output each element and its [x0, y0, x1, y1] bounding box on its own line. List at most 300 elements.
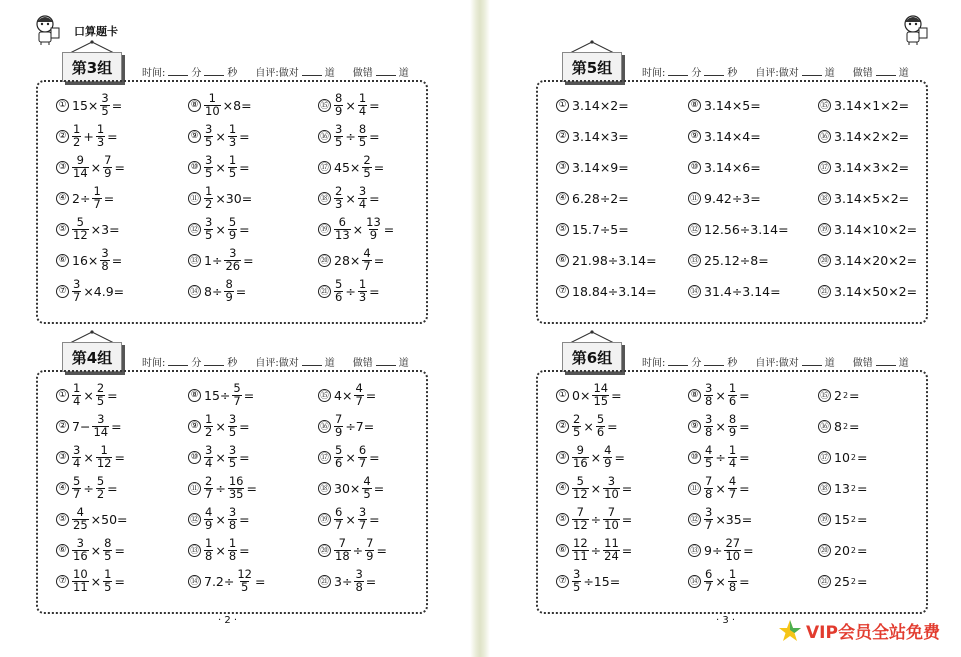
fraction: [103, 569, 112, 593]
problem-number-icon: ⑱: [318, 482, 331, 495]
score-line: [642, 354, 909, 369]
problem-number-icon: ⑲: [818, 223, 831, 236]
fraction-numerator: 3: [607, 474, 616, 488]
expression-text: =: [369, 449, 380, 465]
fraction-numerator: 2: [205, 474, 213, 488]
fraction-denominator: 5: [573, 579, 581, 594]
problem-item: [318, 568, 377, 594]
expression-text: ×8=: [222, 97, 252, 113]
fraction: [72, 569, 89, 593]
expression-text: ÷: [215, 480, 226, 496]
expression-text: =: [376, 542, 387, 558]
expression-text: ×: [590, 449, 602, 465]
fraction-numerator: 3: [97, 412, 105, 426]
score-label-sec: 秒: [727, 68, 738, 79]
fraction: [603, 445, 612, 469]
problem-item: [188, 92, 253, 118]
expression-text: +: [83, 128, 94, 144]
problem-number-icon: ④: [56, 192, 69, 205]
fraction: [72, 279, 81, 303]
problem-item: [688, 475, 751, 501]
fraction-numerator: 1: [73, 122, 81, 136]
fraction: [72, 155, 89, 179]
expression-text: 15×: [72, 97, 99, 113]
fraction-denominator: 7: [363, 258, 371, 273]
problem-number-icon: ②: [556, 420, 569, 433]
fraction-denominator: 26: [225, 258, 241, 273]
vip-text: VIP会员全站免费: [806, 623, 940, 643]
problem-number-icon: ⑨: [688, 420, 701, 433]
problem-item: [556, 92, 630, 118]
expression-text: =: [369, 511, 380, 527]
fraction: [704, 476, 713, 500]
expression-text: =: [857, 480, 868, 496]
expression-text: =: [739, 418, 750, 434]
fraction-denominator: 3: [96, 134, 105, 149]
expression-text: 3.14×10×2=: [834, 221, 918, 237]
problem-item: [818, 568, 868, 594]
expression-text: ×: [345, 97, 356, 113]
expression-text: 16×: [72, 252, 99, 268]
problem-item: [556, 413, 619, 439]
fraction-denominator: 9: [369, 227, 378, 242]
fraction-numerator: 3: [73, 443, 81, 457]
expression-text: =: [255, 573, 266, 589]
fraction-denominator: 8: [705, 486, 713, 501]
fraction-numerator: 6: [705, 567, 713, 581]
group-6: [536, 330, 936, 620]
problem-item: [188, 247, 255, 273]
fraction-numerator: 3: [228, 412, 237, 426]
fraction: [204, 217, 213, 241]
fraction-numerator: 3: [205, 215, 213, 229]
problem-item: [318, 506, 381, 532]
score-label-sec: 秒: [227, 68, 238, 79]
problem-number-icon: ⑦: [56, 575, 69, 588]
fraction-denominator: 16: [573, 455, 588, 470]
problem-number-icon: ⑧: [688, 99, 701, 112]
fraction: [92, 414, 109, 438]
answer-blank[interactable]: [876, 357, 896, 366]
expression-text: =: [383, 221, 395, 237]
fraction-denominator: 7: [705, 517, 713, 532]
answer-blank[interactable]: [802, 357, 822, 366]
fraction-denominator: 15: [593, 393, 609, 408]
expression-text: ×: [715, 480, 726, 496]
expression-text: ×: [215, 542, 226, 558]
fraction: [224, 248, 241, 272]
fraction-denominator: 10: [604, 517, 619, 532]
problem-number-icon: ⑱: [818, 192, 831, 205]
problem-item: [318, 444, 381, 470]
answer-blank[interactable]: [668, 357, 688, 366]
problem-number-icon: ⑥: [56, 254, 69, 267]
problem-box: [36, 80, 428, 324]
problem-item: [688, 444, 751, 470]
problem-item: [56, 475, 119, 501]
fraction-denominator: 4: [205, 455, 213, 470]
problem-item: [56, 123, 119, 149]
fraction-denominator: 7: [358, 455, 367, 470]
problem-item: [188, 123, 251, 149]
expression-text: ×: [215, 128, 226, 144]
problem-number-icon: ⑳: [818, 254, 831, 267]
fraction-denominator: 10: [604, 486, 619, 501]
fraction-numerator: 3: [229, 246, 237, 260]
expression-text: 3.14×2=: [572, 97, 629, 113]
vip-badge[interactable]: [778, 618, 940, 643]
score-label-dao: 道: [898, 358, 909, 369]
problem-number-icon: ⑱: [818, 482, 831, 495]
fraction-denominator: 4: [358, 196, 367, 211]
fraction-denominator: 5: [335, 134, 343, 149]
expression-text: 3.14×50×2=: [834, 283, 918, 299]
expression-text: ÷: [345, 128, 356, 144]
expression-text: 1÷: [204, 252, 223, 268]
page-number-left: · 2 ·: [218, 615, 238, 626]
problem-item: [318, 537, 388, 563]
expression-text: =: [107, 387, 118, 403]
fraction: [204, 93, 221, 117]
problem-number-icon: ⑲: [318, 513, 331, 526]
fraction-denominator: 11: [73, 579, 88, 594]
fraction: [728, 383, 737, 407]
fraction-denominator: 9: [604, 455, 612, 470]
fraction-denominator: 11: [573, 548, 588, 563]
problem-number-icon: ⑪: [688, 482, 701, 495]
problem-number-icon: ③: [56, 451, 69, 464]
answer-blank[interactable]: [204, 67, 224, 76]
problem-number-icon: ⑳: [818, 544, 831, 557]
fraction-numerator: 1: [73, 381, 81, 395]
problem-number-icon: ⑧: [188, 99, 201, 112]
problem-item: [818, 278, 918, 304]
problem-item: [188, 382, 255, 408]
expression-text: ×: [83, 387, 94, 403]
fraction: [704, 414, 713, 438]
answer-blank[interactable]: [168, 357, 188, 366]
fraction: [334, 217, 351, 241]
fraction-numerator: 4: [363, 474, 371, 488]
fraction-denominator: 18: [335, 548, 350, 563]
fraction-denominator: 5: [363, 486, 371, 501]
problem-box: [536, 370, 928, 614]
answer-blank[interactable]: [704, 357, 724, 366]
problem-item: [818, 123, 910, 149]
expression-text: ×: [90, 542, 102, 558]
expression-text: 15÷: [204, 387, 231, 403]
fraction: [100, 248, 109, 272]
fraction: [204, 414, 213, 438]
fraction-denominator: 2: [205, 196, 213, 211]
fraction-numerator: 8: [104, 536, 112, 550]
fraction: [228, 124, 237, 148]
problem-number-icon: ⑬: [688, 544, 701, 557]
problem-number-icon: ①: [56, 389, 69, 402]
fraction-denominator: 7: [355, 393, 363, 408]
fraction-numerator: 7: [576, 505, 584, 519]
fraction-denominator: 8: [205, 548, 213, 563]
fraction: [232, 383, 241, 407]
fraction-denominator: 5: [573, 424, 581, 439]
problem-item: [56, 537, 126, 563]
expression-text: =: [111, 252, 123, 268]
fraction: [228, 507, 237, 531]
expression-text: ÷15=: [583, 573, 621, 589]
fraction: [92, 186, 101, 210]
fraction-numerator: 6: [358, 443, 367, 457]
answer-blank[interactable]: [876, 67, 896, 76]
fraction-numerator: 6: [338, 215, 346, 229]
fraction-denominator: 14: [93, 424, 109, 439]
expression-text: 3.14×20×2=: [834, 252, 918, 268]
expression-text: =: [743, 542, 754, 558]
expression-text: ×50=: [90, 511, 128, 527]
answer-blank[interactable]: [802, 67, 822, 76]
expression-text: ×35=: [715, 511, 753, 527]
fraction-numerator: 4: [76, 505, 84, 519]
problem-item: [556, 123, 630, 149]
answer-blank[interactable]: [204, 357, 224, 366]
answer-blank[interactable]: [302, 67, 322, 76]
expression-text: 4×: [334, 387, 353, 403]
problem-item: [818, 247, 918, 273]
fraction-numerator: 2: [363, 153, 371, 167]
problem-number-icon: ⑥: [556, 544, 569, 557]
answer-blank[interactable]: [376, 67, 396, 76]
fraction-denominator: 8: [228, 548, 237, 563]
expression-text: =: [739, 387, 750, 403]
problem-box: [36, 370, 428, 614]
fraction: [96, 383, 105, 407]
fraction: [704, 445, 713, 469]
exponent: 2: [850, 514, 856, 524]
problem-number-icon: ③: [556, 161, 569, 174]
fraction-numerator: 14: [593, 381, 609, 395]
fraction-numerator: 2: [96, 381, 105, 395]
fraction: [72, 445, 81, 469]
fraction-numerator: 3: [73, 277, 81, 291]
problem-item: [56, 92, 123, 118]
problem-item: [188, 216, 251, 242]
fraction-denominator: 8: [705, 393, 713, 408]
fraction-numerator: 5: [73, 474, 81, 488]
problem-item: [56, 382, 119, 408]
exponent: 2: [850, 576, 856, 586]
book-gutter: [470, 0, 490, 657]
expression-text: =: [111, 418, 122, 434]
fraction-numerator: 3: [705, 381, 713, 395]
fraction-denominator: 5: [705, 455, 713, 470]
problem-item: [318, 247, 385, 273]
answer-blank[interactable]: [668, 67, 688, 76]
fraction-numerator: 1: [228, 153, 237, 167]
fraction: [228, 414, 237, 438]
expression-text: 28×: [334, 252, 361, 268]
fraction-denominator: 35: [228, 486, 244, 501]
score-line: [142, 64, 409, 79]
doc-title: 口算题卡: [74, 25, 118, 38]
fraction-numerator: 7: [104, 153, 112, 167]
expression-text: =: [849, 418, 860, 434]
fraction-numerator: 3: [101, 91, 109, 105]
problem-item: [688, 216, 790, 242]
problem-item: [818, 154, 910, 180]
fraction-numerator: 1: [205, 412, 213, 426]
fraction: [728, 445, 737, 469]
score-label-wrong: 做错: [852, 358, 873, 369]
problem-number-icon: ⑩: [688, 161, 701, 174]
expression-text: =: [107, 128, 118, 144]
problem-item: [556, 216, 630, 242]
score-label-dao: 道: [398, 68, 409, 79]
expression-text: 0×: [572, 387, 591, 403]
fraction-numerator: 2: [573, 412, 581, 426]
fraction-numerator: 3: [573, 567, 581, 581]
expression-text: =: [373, 252, 385, 268]
problem-item: [688, 278, 782, 304]
problem-number-icon: ④: [556, 192, 569, 205]
fraction-numerator: 10: [73, 567, 88, 581]
problem-number-icon: ⑰: [818, 451, 831, 464]
expression-text: =: [239, 542, 250, 558]
fraction-denominator: 3: [358, 289, 367, 304]
fraction-denominator: 5: [363, 165, 371, 180]
fraction-denominator: 5: [358, 134, 367, 149]
fraction: [334, 186, 343, 210]
problem-item: [688, 413, 751, 439]
problem-item: [688, 92, 762, 118]
fraction: [603, 507, 620, 531]
problem-number-icon: ⑤: [56, 223, 69, 236]
fraction-denominator: 5: [104, 548, 112, 563]
fraction: [358, 124, 367, 148]
answer-blank[interactable]: [302, 357, 322, 366]
problem-number-icon: ㉑: [818, 285, 831, 298]
fraction-numerator: 12: [237, 567, 252, 581]
expression-text: 3.14×5×2=: [834, 190, 910, 206]
fraction: [103, 155, 112, 179]
fraction-denominator: 6: [335, 289, 343, 304]
fraction-numerator: 1: [228, 122, 237, 136]
expression-text: 18.84÷3.14=: [572, 283, 657, 299]
fraction-denominator: 7: [73, 289, 81, 304]
fraction-numerator: 1: [358, 277, 367, 291]
fraction-denominator: 9: [228, 227, 237, 242]
fraction-denominator: 5: [205, 134, 213, 149]
group-tag: [558, 330, 626, 374]
problem-number-icon: ⑪: [688, 192, 701, 205]
expression-text: ×4.9=: [83, 283, 125, 299]
problem-number-icon: ③: [556, 451, 569, 464]
fraction-denominator: 7: [93, 196, 101, 211]
problem-number-icon: ②: [56, 420, 69, 433]
problem-item: [318, 123, 381, 149]
problem-item: [818, 185, 910, 211]
fraction: [72, 217, 89, 241]
fraction-denominator: 5: [205, 165, 213, 180]
expression-text: =: [369, 97, 380, 113]
expression-text: 3÷: [334, 573, 353, 589]
expression-text: ÷: [590, 511, 602, 527]
expression-text: 12.56÷3.14=: [704, 221, 789, 237]
fraction-denominator: 4: [73, 455, 81, 470]
problem-number-icon: ⑦: [556, 575, 569, 588]
score-label-dao: 道: [398, 358, 409, 369]
answer-blank[interactable]: [168, 67, 188, 76]
fraction: [228, 476, 245, 500]
problem-number-icon: ⑩: [688, 451, 701, 464]
expression-text: =: [739, 449, 750, 465]
score-label-review: 自评:做对: [755, 358, 799, 369]
exponent: 2: [850, 483, 856, 493]
answer-blank[interactable]: [376, 357, 396, 366]
answer-blank[interactable]: [704, 67, 724, 76]
fraction-denominator: 2: [96, 486, 105, 501]
expression-text: ×: [715, 573, 726, 589]
fraction-numerator: 4: [355, 381, 363, 395]
fraction-denominator: 7: [73, 486, 81, 501]
fraction: [362, 155, 371, 179]
problem-number-icon: ⑧: [688, 389, 701, 402]
fraction: [334, 93, 343, 117]
expression-text: =: [103, 190, 115, 206]
fraction-denominator: 4: [728, 455, 737, 470]
expression-text: =: [246, 480, 257, 496]
fraction-denominator: 6: [335, 455, 343, 470]
score-label-wrong: 做错: [352, 358, 373, 369]
expression-text: =: [739, 573, 750, 589]
fraction: [72, 476, 81, 500]
problem-item: [318, 185, 381, 211]
problem-number-icon: ⑭: [688, 285, 701, 298]
fraction-denominator: 7: [728, 486, 737, 501]
score-label-sec: 秒: [227, 358, 238, 369]
problem-item: [556, 568, 621, 594]
problem-number-icon: ⑱: [318, 192, 331, 205]
fraction-numerator: 3: [101, 246, 109, 260]
fraction-numerator: 1: [208, 91, 216, 105]
fraction: [704, 569, 713, 593]
problem-item: [318, 382, 377, 408]
expression-text: 3.14×1×2=: [834, 97, 910, 113]
expression-text: =: [243, 387, 255, 403]
expression-text: ×: [345, 449, 356, 465]
fraction-denominator: 9: [728, 424, 737, 439]
score-label-dao: 道: [324, 358, 335, 369]
fraction-numerator: 5: [76, 215, 84, 229]
fraction: [572, 569, 581, 593]
fraction: [72, 124, 81, 148]
fraction: [365, 217, 382, 241]
problem-number-icon: ⑯: [318, 130, 331, 143]
fraction: [596, 414, 605, 438]
problem-number-icon: ⑮: [818, 99, 831, 112]
problem-item: [688, 537, 755, 563]
expression-text: =: [111, 97, 123, 113]
expression-text: =: [114, 573, 125, 589]
fraction-numerator: 1: [205, 536, 213, 550]
fraction: [358, 93, 367, 117]
problem-number-icon: ⑧: [188, 389, 201, 402]
fraction: [358, 279, 367, 303]
problem-item: [188, 185, 253, 211]
expression-text: 31.4÷3.14=: [704, 283, 781, 299]
problem-item: [556, 382, 623, 408]
fraction-numerator: 1: [96, 122, 105, 136]
expression-text: =: [239, 449, 250, 465]
problem-item: [688, 506, 753, 532]
